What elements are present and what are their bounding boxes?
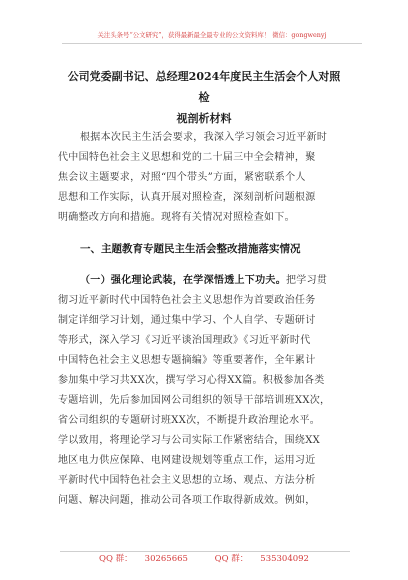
footer-qq-label-2: QQ 群： [214,554,249,564]
body-line: 参加集中学习共XX次，撰写学习心得XX篇。积极参加各类 [58,375,325,386]
intro-line: 明确整改方向和措施。现将有关情况对照检查如下。 [58,212,295,223]
intro-line: 思想和工作实际，认真开展对照检查，深刻剖析问题根源 [58,192,316,203]
intro-line: 代中国特色社会主义思想和党的二十届三中全会精神，聚 [58,152,316,163]
subsection-1-first-line [80,271,327,286]
subsection-1-first-tail: 把学习贯 [286,275,328,286]
section-1-heading: 一、主题教育专题民主生活会整改措施落实情况 [80,243,301,255]
subsection-1-heading: （一）强化理论武装，在学深悟透上下功夫。 [80,275,286,286]
body-line: 地区电力供应保障、电网建设规划等重点工作，运用习近 [58,455,316,466]
body-line: 等形式，深入学习《习近平谈治国理政》《习近平新时代 [58,335,311,346]
footer-qq-2 [209,554,315,564]
title-line-1: 公司党委副书记、总经理2024年度民主生活会个人对照检 [67,70,341,104]
footer-qq-value-1: 30265665 [144,554,188,564]
body-line: 专题培训，先后参加国网公司组织的领导干部培训班XX次， [58,395,331,406]
document-title [66,66,342,129]
footer-qq-value-2: 535304092 [260,554,309,564]
header-divider [62,43,362,44]
title-line-2: 视剖析材料 [176,112,232,125]
header-banner: 关注头条号“公文研究”，获得最新最全最专业的公文资料库！ 微信：gongwenyj [97,31,327,39]
body-line: 平新时代中国特色社会主义思想的立场、观点、方法分析 [58,475,316,486]
body-line: 省公司组织的专题研讨班XX次，不断提升政治理论水平。 [58,415,321,426]
footer [0,552,408,564]
intro-line: 焦会议主题要求，对照“四个带头”方面，紧密联系个人 [58,172,306,183]
body-line: 中国特色社会主义思想专题摘编》等重要著作，全年累计 [58,355,316,366]
body-line: 问题、解决问题，推动公司各项工作取得新成效。例如， [58,495,316,506]
body-line: 彻习近平新时代中国特色社会主义思想作为首要政治任务 [58,295,316,306]
body-line: 学以致用，将理论学习与公司实际工作紧密结合，围绕XX [58,435,321,446]
footer-qq-1 [93,554,194,564]
intro-line: 根据本次民主生活会要求，我深入学习领会习近平新时 [80,132,328,143]
footer-qq-label-1: QQ 群： [99,554,133,564]
body-line: 制定详细学习计划，通过集中学习、个人自学、专题研讨 [58,315,316,326]
